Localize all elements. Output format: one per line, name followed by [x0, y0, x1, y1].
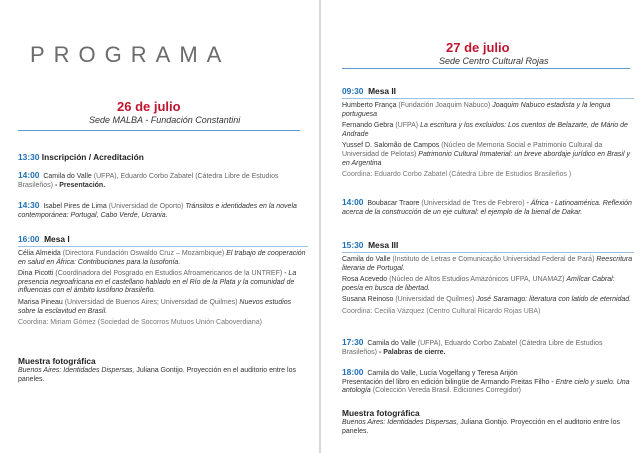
right-page	[322, 4, 638, 450]
talk-item	[342, 276, 634, 293]
session-time: 09:30	[342, 86, 364, 96]
session-time: 13:30	[18, 152, 40, 162]
session-label: Inscripción / Acreditación	[41, 152, 144, 162]
divider	[18, 246, 308, 247]
session-time: 15:30	[342, 240, 364, 250]
talk-title: - La presencia negroafricana en el castellano hablado en el Río de la Plata y la comunidad de influencias con el ámbito lusófono brasileño.	[18, 270, 297, 295]
talk-title: Reescritura literaria de Portugal.	[342, 256, 633, 272]
coordinator: Coordina: Miriam Gómez (Sociedad de Socorros Mutuos Unión Caboverdiana)	[18, 319, 262, 327]
speaker-name: Yussef D. Salomão de Campos	[342, 142, 440, 150]
session-book-launch	[342, 368, 634, 396]
speaker-name: Humberto França	[342, 102, 397, 109]
talk-item	[18, 299, 308, 316]
speaker-affiliation: (UFPA)	[395, 122, 419, 130]
session-time: 14:00	[342, 197, 364, 207]
venue-malba: Sede MALBA - Fundación Constantini	[89, 115, 241, 125]
session-time: 14:30	[18, 200, 40, 210]
divider	[342, 252, 634, 253]
book-title: Entre cielo y suelo. Una antología	[342, 378, 630, 395]
talk-item	[342, 122, 634, 139]
session-label: Mesa III	[368, 240, 399, 250]
speaker-affiliation: (Universidad de Oporto)	[108, 203, 184, 210]
speaker-name: Rosa Acevedo	[342, 276, 388, 284]
session-presentation	[18, 171, 308, 190]
day-title-26: 26 de julio	[117, 99, 181, 114]
speaker-affiliation: (Universidad de Buenos Aires; Universidad de Quilmes)	[64, 298, 238, 306]
session-label: Mesa II	[368, 86, 397, 96]
exhibition-title: Buenos Aires: Identidades Dispersas,	[342, 419, 459, 426]
speaker-name: Susana Reinoso	[342, 296, 394, 304]
photo-exhibition	[18, 356, 308, 384]
exhibition-label: Muestra fotográfica	[18, 356, 96, 366]
talk-title: La escritura y los excluidos: Los cuentos de Belazarte, de Mário de Andrade	[342, 122, 628, 138]
venue-rojas: Sede Centro Cultural Rojas	[439, 56, 549, 66]
speaker-affiliation: (Fundación Joaquim Nabuco)	[398, 102, 491, 109]
program-title: PROGRAMA	[30, 42, 231, 67]
speaker-affiliation: (Universidad de Tres de Febrero)	[421, 200, 525, 207]
divider	[18, 130, 300, 131]
talk-title: Patrimonio Cultural Inmaterial: un breve abordaje jurídico en Brasil y en Argentina	[342, 150, 630, 167]
left-page	[0, 4, 316, 450]
divider	[342, 98, 634, 99]
book-collection: (Colección Vereda Brasil. Ediciones Corregidor)	[372, 387, 521, 395]
session-mesa-2	[342, 86, 634, 180]
talk-item	[342, 296, 634, 305]
talk-title: Tránsitos e identidades en la novela contemporánea: Portugal, Cabo Verde, Ucrania.	[18, 203, 297, 219]
talk-title: - Palabras de cierre.	[378, 348, 446, 356]
talk-title: Amílcar Cabral: poesía en busca de libertad.	[342, 276, 615, 292]
speaker-affiliation: (Universidad de Quilmes)	[395, 296, 475, 304]
speaker-name: Célia Almeida	[18, 250, 61, 257]
day-title-27: 27 de julio	[446, 40, 510, 55]
talk-item	[18, 250, 308, 267]
speaker-affiliation: (Instituto de Letras e Comunicação Universidad Federal de Pará)	[392, 256, 595, 263]
session-label: Mesa I	[44, 234, 70, 244]
session-time: 17:30	[342, 337, 364, 347]
talk-item	[342, 142, 634, 168]
session-time: 18:00	[342, 367, 364, 377]
speaker-name: Marisa Pineau	[18, 298, 63, 306]
session-mesa-3	[342, 240, 634, 317]
talk-title: Joaquim Nabuco estadista y la lengua portuguesa	[342, 102, 611, 118]
exhibition-title: Buenos Aires: Identidades Dispersas,	[18, 367, 135, 374]
speaker-names: Camila do Valle, Lucía Vogelfang y Teresa Arijón	[367, 370, 518, 377]
session-lecture	[18, 201, 308, 220]
speaker-name: Camila do Valle	[367, 340, 416, 347]
page-fold	[319, 0, 321, 453]
talk-title: José Saramago: literatura con latido de eternidad.	[476, 296, 632, 304]
divider	[342, 68, 630, 69]
session-mesa-1	[18, 234, 308, 328]
photo-exhibition-2	[342, 408, 634, 436]
speaker-affiliation: (Directora Fundación Oswaldo Cruz – Mozambique)	[62, 250, 225, 257]
speaker-affiliation: (Coordinadora del Posgrado en Estudios Afroamericanos de la UNTREF)	[55, 270, 283, 278]
speaker-affiliation: (Núcleo de Altos Estudios Amazónicos UFPA, UNAMAZ)	[389, 276, 565, 284]
speaker-affiliation: (UFPA), Eduardo Corbo Zabatel (Cátedra Libre de Estudios Brasileños)	[18, 173, 279, 189]
speaker-affiliation: (UFPA), Eduardo Corbo Zabatel (Cátedra Libre de Estudios Brasileños)	[342, 340, 603, 356]
book-presentation: Presentación del libro en edición bilingüe de Armando Freitas Filho -	[342, 378, 554, 386]
talk-title: - África - Latinoamérica. Reflexión acerca de la construcción de un eje cultural: el ejemplo de la bienal de Dakar.	[342, 200, 632, 216]
session-closing	[342, 338, 634, 357]
session-lecture-2	[342, 198, 634, 217]
talk-title: El trabajo de cooperación en salud en África: Contribuciones para la lusofonía.	[18, 250, 306, 266]
session-time: 14:00	[18, 170, 40, 180]
coordinator: Coordina: Cecilia Vázquez (Centro Cultural Ricardo Rojas UBA)	[342, 307, 541, 315]
talk-title: Nuevos estudios sobre la esclavitud en Brasil.	[18, 298, 292, 315]
speaker-name: Dina Picotti	[18, 270, 54, 278]
exhibition-details: Juliana Gontijo. Proyección en el auditorio entre los paneles.	[342, 419, 620, 435]
exhibition-label: Muestra fotográfica	[342, 408, 420, 418]
speaker-name: Fernando Gebra	[342, 122, 394, 130]
speaker-name: Boubacar Traore	[367, 200, 420, 207]
speaker-affiliation: (Núcleo de Memoria Social e Patrimonio Cultural da Universidad de Pelotas)	[342, 142, 603, 158]
speaker-name: Camila do Valle	[43, 173, 92, 180]
session-registration	[18, 152, 308, 163]
talk-title: - Presentación.	[54, 181, 106, 189]
exhibition-details: Juliana Gontijo. Proyección en el auditorio entre los paneles.	[18, 367, 296, 383]
talk-item	[18, 270, 308, 296]
session-time: 16:00	[18, 234, 40, 244]
speaker-name: Camila do Valle	[342, 256, 391, 263]
speaker-name: Isabel Pires de Lima	[43, 203, 107, 210]
talk-item	[342, 102, 634, 119]
coordinator: Coordina: Eduardo Corbo Zabatel (Cátedra Libre de Estudios Brasileños )	[342, 171, 572, 179]
talk-item	[342, 256, 634, 273]
